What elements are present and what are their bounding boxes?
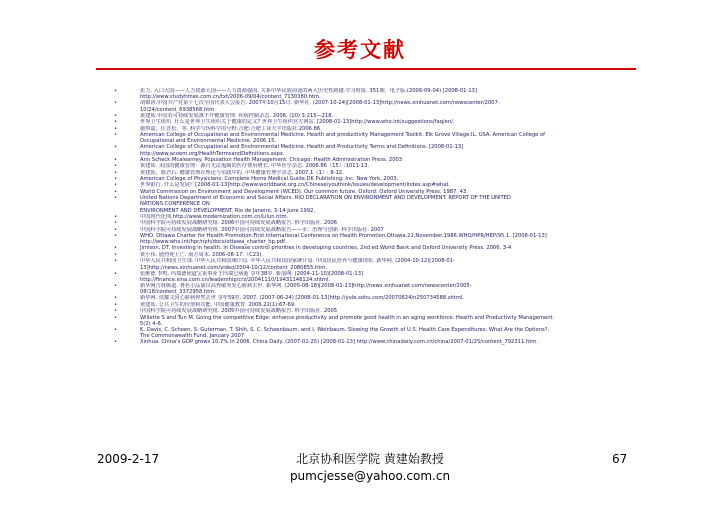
reference-line[interactable]: http://www.who.int/hpr/nph/docs/ottawa_charter_hp.pdf.: [140, 239, 287, 246]
reference-line: • American College of Physicians: Complete Home Medical Guide.DK Publishing, Inc. New York, 2003.: [140, 175, 399, 182]
reference-line: • Ann Scheck Mcalearney. Population Health Management. Chicago: Health Administration Press. 2003: [140, 156, 403, 163]
title-divider: [96, 68, 636, 70]
reference-line: • United Nations Department of Economic and Social Affairs. RIO DECLARATION ON ENVIRONMENT AND DEVELOPMENT. REPORT OF THE UNITED: [140, 195, 511, 202]
reference-line[interactable]: • 中国现代化网.http://www.modernization.com.cn/Lilun.htm.: [140, 213, 289, 220]
footer-author: [240, 451, 500, 485]
reference-line[interactable]: • Xinhua. China's GDP grows 10.7% in 2006. China Daily. (2007-01-25) [2008-01-13] http://www.chinadaily.com.cn/china/2007-01/25/content_792311.htm.: [140, 339, 538, 346]
reference-line: NATIONS CONFERENCE ON: [140, 201, 210, 208]
reference-item: [112, 88, 632, 100]
reference-item: [112, 100, 632, 112]
reference-line: • American College of Occupational and Environmental Medicine. Health and Productivity Terms and Definitions. [2008-01-13]: [140, 144, 464, 151]
reference-line: 5(2) 4-6.: [140, 320, 163, 327]
reference-line: • K. Davis, C. Schoen, S. Guterman, T. Shih, S. C. Schoenbaum, and I. Weinbaum. Slowing the Growth of U.S. Health Care Expenditures: What Are the Options?,: [140, 326, 550, 333]
reference-line[interactable]: • 世界卫生组织. 什么是世界卫生组织关于健康的定义? 世界卫生组织官方网站. [2008-01-13]http://www.who.int/suggestions/faq/en/.: [140, 119, 455, 126]
reference-item: [112, 283, 632, 295]
reference-line[interactable]: • 新华网. 侯耀文因心脏病猝然去世 享年59岁. 2007. (2007-06-24) [2008-01-13]http://yule.sohu.com/20070624/n250734588.shtml.: [140, 295, 464, 302]
reference-line: • 施琪嘉，任晋松，等. 科学与伪科学的分野.合肥:合肥工业大学出版社.2006.86.: [140, 125, 322, 132]
reference-line: • Jimison, DT. Investing in health. in Disease control priorities in developing countries, 2nd ed.World Bank and Oxford University Press. 2006. 3-4: [140, 245, 512, 252]
reference-list: [112, 88, 632, 346]
reference-line[interactable]: http://www.acoem.org/HealthTermsandDefinitions.aspx.: [140, 150, 285, 157]
reference-line: • 张维德 李鸣. 玛瑞德团道宝重事业王玛瑞已病逝 享年38岁. 新浪网. (2004-11-10)[2008-01-13]: [140, 270, 364, 277]
reference-line: • 黄建始，陈君石. 健康管理在理论与实践中的. 中华健康管理学杂志. 2007,1（1）: 8-12.: [140, 169, 344, 176]
reference-line[interactable]: • 胡锦涛.中国共产党第十七次全国代表大会报告. 2007年10月15日. 新华社. (2007-10-24)[2008-01-13]http://news.xinhuanet.com/newscenter/2007-: [140, 100, 500, 107]
reference-line: 10/24/content_6938568.htm: [140, 106, 215, 113]
reference-line: • Willette S and Tun M. Going the competitive Edge: enhance productivity and promote good health in an aging workforce. Health and Productivity Management.: [140, 314, 555, 321]
reference-item: [112, 233, 632, 245]
reference-item: [112, 258, 632, 270]
reference-line: • 中国科学院可持续发展战略研究组. 2007中国可持续发展战略报告——水：治理与创新. 科学出版社. 2007: [140, 226, 384, 233]
reference-line: The Commonwealth Fund, January 2007: [140, 333, 245, 340]
reference-line: • 中国科学院可持续发展战略研究组. 2006中国可持续发展战略报告. 科学出版社. 2006: [140, 220, 338, 227]
reference-line: • World Commission on Environment and Development (WCED). Our common future. Oxford: Oxford University Press. 1987. 43.: [140, 188, 468, 195]
reference-item: [112, 195, 632, 214]
footer-date: 2009-2-17: [97, 452, 160, 466]
reference-line: • American College of Occupational and Environmental Medicine. Health and productivity Management Toolkit. Elk Grove Village.IL. USA. American College of: [140, 131, 545, 138]
reference-line: • 黄小伟. 剧烈死上亡. 南方周末. 2006-08-17.（C23).: [140, 251, 264, 258]
footer-email: pumcjesse@yahoo.com.cn: [289, 469, 451, 483]
reference-item: [112, 144, 632, 156]
reference-line: • 张力. 入口大国——人力资源大国——人力资源强国. 关系中华民族前途的两大历史性跨越.学习时报. 351期，电子版.(2006-09-04) [2008-01-13]: [140, 88, 477, 94]
footer-affiliation: 北京协和医学院 黄建始教授: [296, 452, 444, 466]
reference-line: • 中华人民共和国卫生部. 中华人民共和国统计局. 中华人民共和国国家统计局. 中国居民营养与健康现状. 新华网. (2004-10-12)[2008-01-: [140, 258, 455, 265]
reference-line: • 黄建始. 公共卫生的价值和功能. 中国健康教育. 2006.22(1):67-69.: [140, 301, 296, 308]
reference-item: [112, 339, 632, 345]
reference-item: [112, 271, 632, 283]
reference-line: • 黄建始. 美国的健康管理：源自无法遏制的医疗费用增长. 中华医学杂志. 2006.86（15）:1011-13.: [140, 163, 370, 170]
reference-line[interactable]: • 新华网吉林频道. 著名小品演员高秀敏突发心脏病去世. 新华网. (2005-08-18)[2008-01-13]http://news.xinhuanet.com/newscenter/2005-: [140, 283, 472, 289]
reference-line: Occupational and Environmental Medicine. 2006.15.: [140, 138, 277, 145]
reference-line: • 黄建始.中国若可持续发展离不开健康管理. 疾病控制杂志. 2006, (10) 3:215—218.: [140, 112, 334, 119]
page-number: 67: [612, 452, 628, 466]
reference-line[interactable]: • 世界银行. 什么是发展？[2008-01-13]http://www.worldbank.org.cn/Chinese/youthink/issues/development/index.asp#what.: [140, 182, 451, 189]
reference-line[interactable]: http://finance.sina.com.cn/leadership/crz/20041110/19431146124.shtml.: [140, 277, 331, 283]
reference-line[interactable]: http://www.studytimes.com.cn/txt/2006-09/04/content_7130380.htm.: [140, 94, 321, 101]
reference-line[interactable]: 13]http://news.xinhuanet.com/video/2004-10/12/content_2080855.htm.: [140, 264, 328, 271]
reference-item: [112, 132, 632, 144]
reference-line: 08/18/content_3372958.htm.: [140, 289, 216, 296]
reference-line: • 中国科学院可持续发展战略研究组. 2005中国可持续发展战略报告. 科学出版社. 2005: [140, 308, 338, 315]
page-title: 参考文献: [314, 38, 406, 62]
reference-line: • WHO. Ottawa Charter for Health Promotion.First International Conference on Health Promotion.Ottawa.21,November.1986.WHO/HPR/HEP/95.1. [2008-01-13]: [140, 233, 547, 240]
reference-item: [112, 315, 632, 327]
reference-line: ENVIRONMENT AND DEVELOPMENT. Rio de Janeiro. 3-14 June 1992.: [140, 207, 316, 214]
reference-item: [112, 327, 632, 339]
